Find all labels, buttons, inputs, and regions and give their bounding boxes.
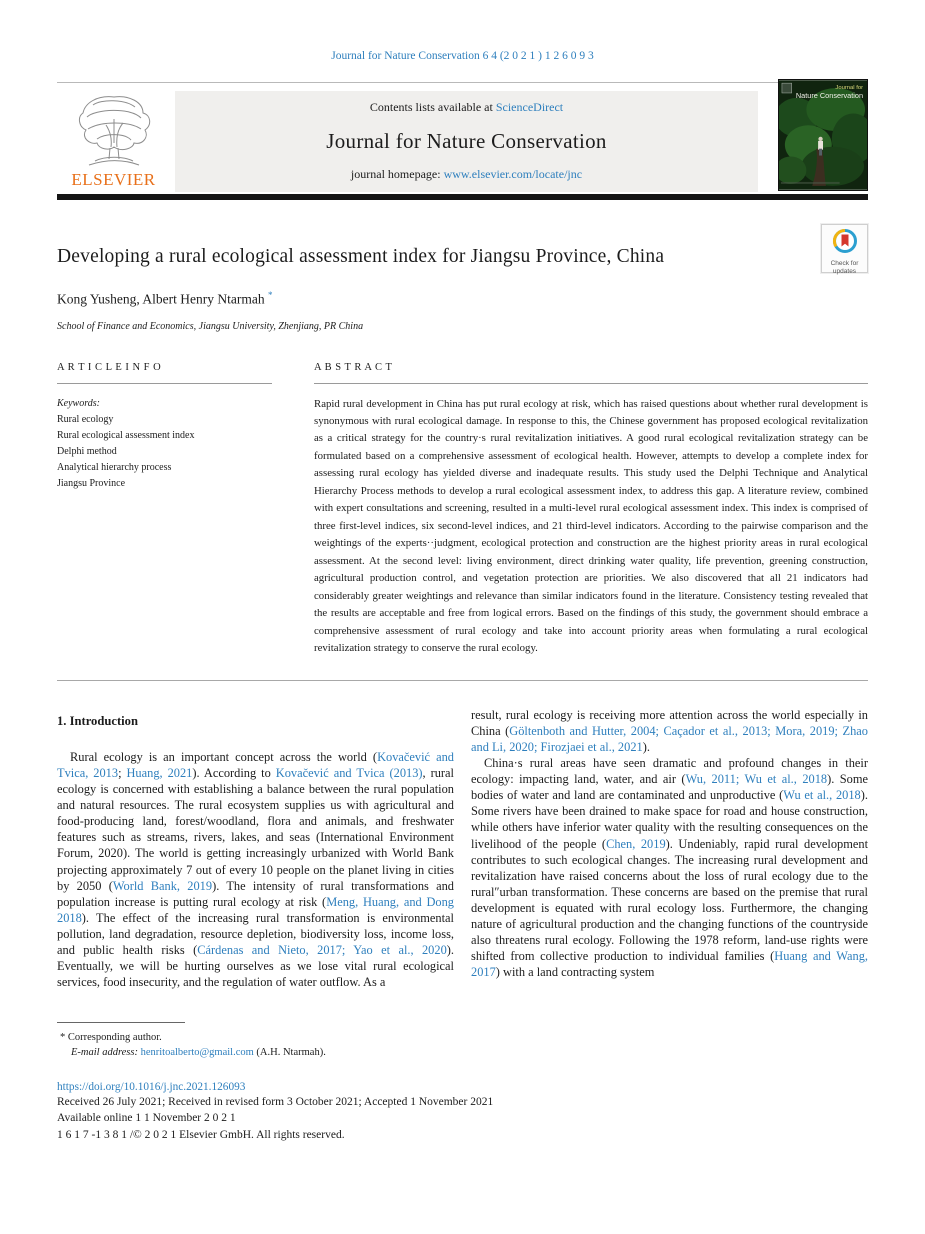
email-line: [57, 1045, 868, 1060]
abstract-heading: A B S T R A C T: [314, 361, 393, 373]
authors-line: [57, 290, 868, 308]
contents-prefix: Contents lists available at: [369, 100, 496, 114]
intro-paragraph: [57, 749, 454, 990]
article-title: Developing a rural ecological assessment index for Jiangsu Province, China: [57, 246, 665, 267]
citation-link[interactable]: Wu et al., 2018: [783, 788, 861, 803]
citation-link[interactable]: Chen, 2019: [606, 836, 666, 851]
contents-line: [370, 100, 563, 115]
homepage-line: [351, 167, 582, 182]
footnote-rule: [57, 1022, 185, 1023]
abstract-column: [314, 362, 868, 658]
masthead-band: [175, 91, 758, 192]
copyright-line: 1 6 1 7 -1 3 8 1 /© 2 0 2 1 Elsevier GmbH. All rights reserved.: [57, 1129, 345, 1142]
info-abstract-section: [57, 362, 868, 681]
text-segment: ). Eventually, we will be hurting ourselves as we lose vital rural ecological services, food insecurity, and the regulation of water outflow. As a: [57, 942, 455, 990]
available-online-line: Available online 1 1 November 2 0 2 1: [57, 1112, 236, 1125]
top-rule: [57, 82, 868, 83]
citation-link[interactable]: Kovačević and Tvica (2013): [275, 765, 423, 780]
abstract-text: Rapid rural development in China has put rural ecology at risk, which has raised questions about whether rural development is synonymous with rural ecological damage. In response to this, the Chinese government has proposed ecological revitalization as a critical strategy for the country·s rural revitalization initiatives. A good rural ecological revitalization strategy can be formulated based on a comprehensive assessment of ecological health. However, attempts to develop a complete index for assessing rural ecology has yielded diverse and inadequate results. This study used the Delphi Technique and Analytical Hierarchy Process methods to develop a rural ecological assessment index, to address this gap. A literature review, combined with expert consultations and screening, resulted in a multi-level rural ecological assessment index. This index is comprised of three first-level indices, six second-level indices, and 21 third-level indicators. According to the pairwise comparison and the weightings of the experts··judgment, ecological protection and construction are the highest priority areas in rural ecological assessment. At the second level: living environment, direct drinking water quality, life prevention, greening construction, agricultural production control, and vegetation protection are priorities. We also discovered that all 21 indicators had considerably greater weightings and relevance than similar indicators found in the literature. Consistency testing revealed that the results are acceptable and free from logical errors. Based on the findings of this study, the government should embrace a comprehensive assessment of rural ecology and take into account priority areas when formulating a rural ecological revitalization strategy to conserve the rural ecology.: [314, 397, 868, 655]
doi-link[interactable]: https://doi.org/10.1016/j.jnc.2021.126093: [57, 1080, 246, 1093]
elsevier-tree-icon: [73, 93, 155, 169]
email-suffix: (A.H. Ntarmah).: [253, 1047, 326, 1059]
elsevier-logo: [57, 91, 170, 192]
text-segment: ). Some rivers have been drained to make space for road and house construction, while others have inferior water quality with the resulting consequences on the livelihood of the people (: [471, 788, 868, 851]
text-segment: ). According to: [192, 765, 276, 780]
intro-left-column: [57, 707, 454, 991]
check-updates-badge[interactable]: [821, 224, 868, 276]
text-segment: ) with a land contracting system: [495, 965, 655, 980]
cover-title-top: Journal for: [835, 85, 864, 92]
corresponding-author-note: * Corresponding author.: [60, 1032, 162, 1044]
citation-link[interactable]: Kovačević and Tvica, 2013: [57, 749, 455, 780]
text-segment: Rural ecology is an important concept across the world (: [70, 749, 378, 764]
intro-paragraph: [471, 707, 868, 755]
journal-title: Journal for Nature Conservation: [326, 128, 607, 153]
elsevier-wordmark: ELSEVIER: [71, 170, 156, 189]
abstract-rule: [314, 383, 868, 384]
title-row: [57, 224, 868, 276]
text-segment: ). The intensity of rural transformations and population increase is putting rural ecology at risk (: [57, 878, 454, 909]
citation-link[interactable]: Huang and Wang, 2017: [471, 949, 868, 980]
corresponding-author-asterisk[interactable]: *: [267, 290, 273, 300]
text-segment: ).: [642, 739, 650, 754]
keywords-label: Keywords:: [57, 397, 100, 409]
keyword-item: Analytical hierarchy process: [57, 462, 172, 474]
text-segment: , rural ecology is concerned with establishing a balance between the rural population and natural resources. The rural ecosystem supplies us with agricultural and food-producing land, forest/woodland, flora and animals, and freshwater features such as streams, rivers, lakes, and seas (International Environment Forum, 2020). The world is getting increasingly urbanized with World Bank projecting approximately 7 out of every 10 people on the planet living in cities by 2050 (: [57, 765, 454, 893]
email-label: E-mail address:: [71, 1047, 141, 1059]
article-info-rule: [57, 383, 272, 384]
keyword-item: Delphi method: [57, 446, 117, 458]
author-names: Kong Yusheng, Albert Henry Ntarmah: [57, 291, 265, 307]
doi-line: [57, 1081, 868, 1093]
journal-cover-thumbnail: [778, 79, 868, 192]
introduction-section: [57, 707, 868, 991]
check-updates-label: Check for updates: [830, 260, 859, 276]
citation-link[interactable]: Göltenboth and Hutter, 2004; Caçador et al., 2013; Mora, 2019; Zhao and Li, 2020; Firozjaei et al., 2021: [471, 723, 868, 754]
text-segment: ). Undeniably, rapid rural development contributes to such ecological changes. The increasing rural development and revitalization have raised concerns about the loss of rural ecology due to the rural″urban transformation. These concerns are based on the premise that rural development is equated with rural ecology loss. Furthermore, the changing nature of agricultural production and the changing functions of the countryside also threatens rural ecology. Following the 1978 reform, land-use rights were shifted from collective production to individual families (: [471, 836, 869, 964]
sciencedirect-link[interactable]: ScienceDirect: [495, 100, 564, 114]
crossmark-icon: [832, 228, 858, 259]
cover-title-main: Nature Conservation: [795, 90, 864, 100]
citation-link[interactable]: World Bank, 2019: [112, 878, 213, 893]
intro-right-column: [471, 707, 868, 991]
affiliation: School of Finance and Economics, Jiangsu University, Zhenjiang, PR China: [57, 320, 364, 332]
text-segment: result, rural ecology is receiving more attention across the world especially in China (: [471, 707, 868, 738]
article-info-column: [57, 362, 272, 658]
footnote-block: [57, 1022, 868, 1060]
citation-link[interactable]: Wu, 2011; Wu et al., 2018: [685, 772, 828, 787]
homepage-link[interactable]: www.elsevier.com/locate/jnc: [443, 167, 583, 181]
running-head-citation: Journal for Nature Conservation 6 4 (2 0 2 1 ) 1 2 6 0 9 3: [331, 50, 594, 62]
received-line: Received 26 July 2021; Received in revised form 3 October 2021; Accepted 1 November 2021: [57, 1095, 494, 1108]
text-segment: ). Some bodies of water and land are contaminated and unproductive (: [471, 772, 869, 803]
text-segment: China·s rural areas have seen dramatic and profound changes in their ecology: impacting land, water, and air (: [471, 756, 868, 787]
article-info-heading: A R T I C L E I N F O: [57, 361, 162, 373]
text-segment: ;: [118, 765, 127, 780]
text-segment: ). The effect of the increasing rural transformation is environmental pollution, land degradation, resource depletion, biodiversity loss, income loss, and public health risks (: [57, 910, 454, 957]
citation-link[interactable]: Huang, 2021: [126, 765, 193, 780]
keyword-item: Jiangsu Province: [57, 478, 126, 490]
masthead-divider-bar: [57, 194, 868, 200]
keywords-block: [57, 396, 272, 493]
intro-heading: 1. Introduction: [57, 713, 138, 728]
citation-link[interactable]: Cárdenas and Nieto, 2017; Yao et al., 2020: [197, 942, 447, 957]
masthead: [57, 85, 868, 192]
intro-paragraph: [471, 755, 868, 980]
keyword-item: Rural ecology: [57, 413, 114, 425]
keyword-item: Rural ecological assessment index: [57, 429, 195, 441]
email-link[interactable]: henritoalberto@gmail.com: [140, 1047, 254, 1059]
citation-link[interactable]: Meng, Huang, and Dong 2018: [57, 894, 454, 925]
homepage-prefix: journal homepage:: [350, 167, 444, 181]
